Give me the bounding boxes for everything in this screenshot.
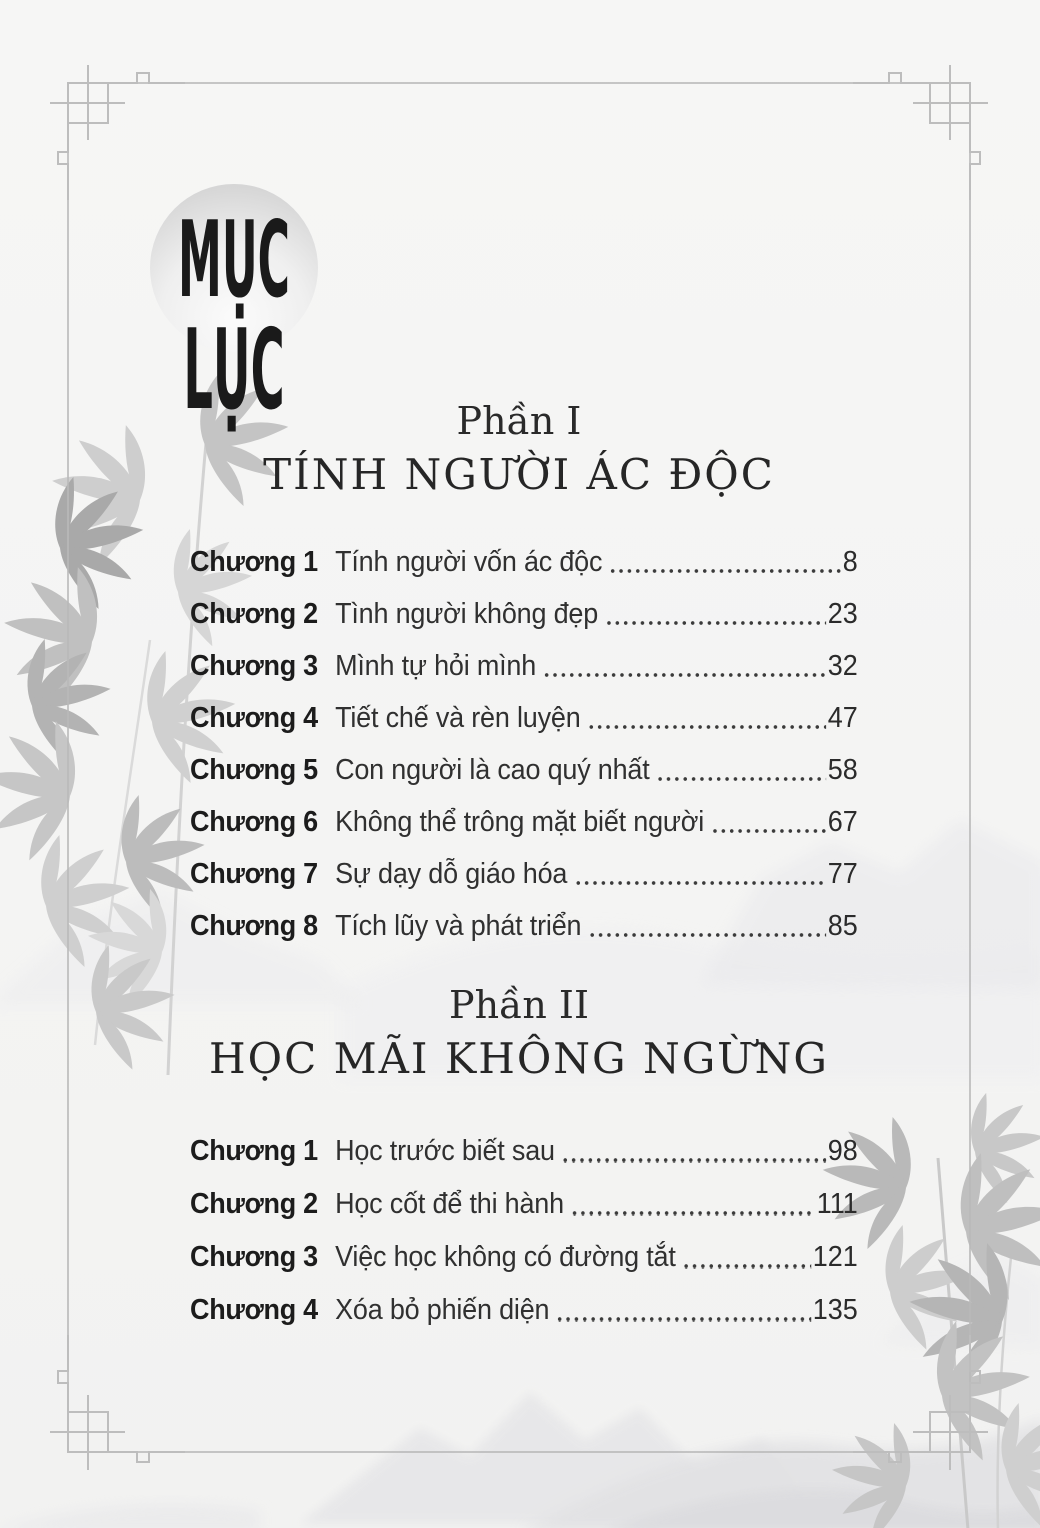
- toc-row: [190, 744, 858, 796]
- chapter-label: Chương 5: [190, 753, 318, 786]
- badge-line-1: MỤC: [177, 198, 291, 321]
- page-number: 23: [827, 597, 858, 630]
- part-label: Phần I: [456, 399, 582, 443]
- page-number: 135: [812, 1294, 858, 1326]
- chapter-title: Không thể trông mặt biết người: [335, 805, 705, 838]
- chapter-title: Việc học không có đường tắt: [335, 1241, 676, 1273]
- chapter-title: Tích lũy và phát triển: [335, 909, 582, 942]
- toc-row: [190, 692, 858, 744]
- chapter-title: Con người là cao quý nhất: [335, 753, 650, 786]
- chapter-title: Học trước biết sau: [335, 1135, 555, 1167]
- muc-luc-badge: [150, 184, 318, 434]
- chapter-title: Sự dạy dỗ giáo hóa: [335, 857, 568, 890]
- chapter-label: Chương 3: [190, 1241, 318, 1273]
- toc-section: [68, 399, 970, 942]
- toc-row: [190, 536, 858, 588]
- chapter-label: Chương 2: [190, 597, 318, 630]
- chapter-label: Chương 1: [190, 545, 318, 578]
- toc-row: [190, 1178, 858, 1231]
- dot-leader: [656, 777, 826, 781]
- toc-section: [68, 983, 970, 1326]
- chapter-label: Chương 8: [190, 909, 318, 942]
- toc-row: [190, 848, 858, 900]
- toc-row: [190, 1231, 858, 1284]
- chapter-label: Chương 4: [190, 1294, 318, 1326]
- toc-row: [190, 640, 858, 692]
- dot-leader: [561, 1158, 826, 1162]
- dot-leader: [543, 673, 826, 677]
- chapter-label: Chương 6: [190, 805, 318, 838]
- toc-row: [190, 900, 858, 952]
- chapter-label: Chương 2: [190, 1188, 318, 1220]
- page-number: 32: [827, 649, 858, 682]
- page-number: 85: [827, 909, 858, 942]
- dot-leader: [587, 725, 826, 729]
- chapter-title: Xóa bỏ phiến diện: [335, 1294, 550, 1326]
- chapter-list: [190, 536, 858, 952]
- dot-leader: [588, 933, 826, 937]
- page-number: 8: [842, 545, 858, 578]
- page-number: 47: [827, 701, 858, 734]
- chapter-label: Chương 4: [190, 701, 318, 734]
- toc-row: [190, 1125, 858, 1178]
- chapter-title: Tính người vốn ác độc: [335, 545, 603, 578]
- page-number: 58: [827, 753, 858, 786]
- chapter-label: Chương 7: [190, 857, 318, 890]
- toc-row: [190, 1284, 858, 1337]
- toc-row: [190, 796, 858, 848]
- chapter-title: Học cốt để thi hành: [335, 1188, 564, 1220]
- dot-leader: [570, 1211, 814, 1215]
- page-number: 121: [812, 1241, 858, 1273]
- toc-row: [190, 588, 858, 640]
- page-number: 111: [816, 1188, 858, 1220]
- dot-leader: [605, 621, 826, 625]
- badge-line-2: LỤC: [183, 305, 285, 435]
- part-label: Phần II: [449, 983, 589, 1027]
- dot-leader: [682, 1264, 811, 1268]
- chapter-label: Chương 1: [190, 1135, 318, 1167]
- chapter-title: Tiết chế và rèn luyện: [335, 701, 581, 734]
- page-number: 67: [827, 805, 858, 838]
- dot-leader: [609, 569, 841, 573]
- page-number: 98: [827, 1135, 858, 1167]
- dot-leader: [711, 829, 826, 833]
- part-title: TÍNH NGƯỜI ÁC ĐỘC: [263, 449, 775, 499]
- chapter-label: Chương 3: [190, 649, 318, 682]
- dot-leader: [574, 881, 826, 885]
- chapter-list: [190, 1125, 858, 1337]
- dot-leader: [556, 1317, 811, 1321]
- chapter-title: Mình tự hỏi mình: [335, 649, 537, 682]
- page-number: 77: [827, 857, 858, 890]
- chapter-title: Tình người không đẹp: [335, 597, 599, 630]
- part-title: HỌC MÃI KHÔNG NGỪNG: [209, 1033, 829, 1083]
